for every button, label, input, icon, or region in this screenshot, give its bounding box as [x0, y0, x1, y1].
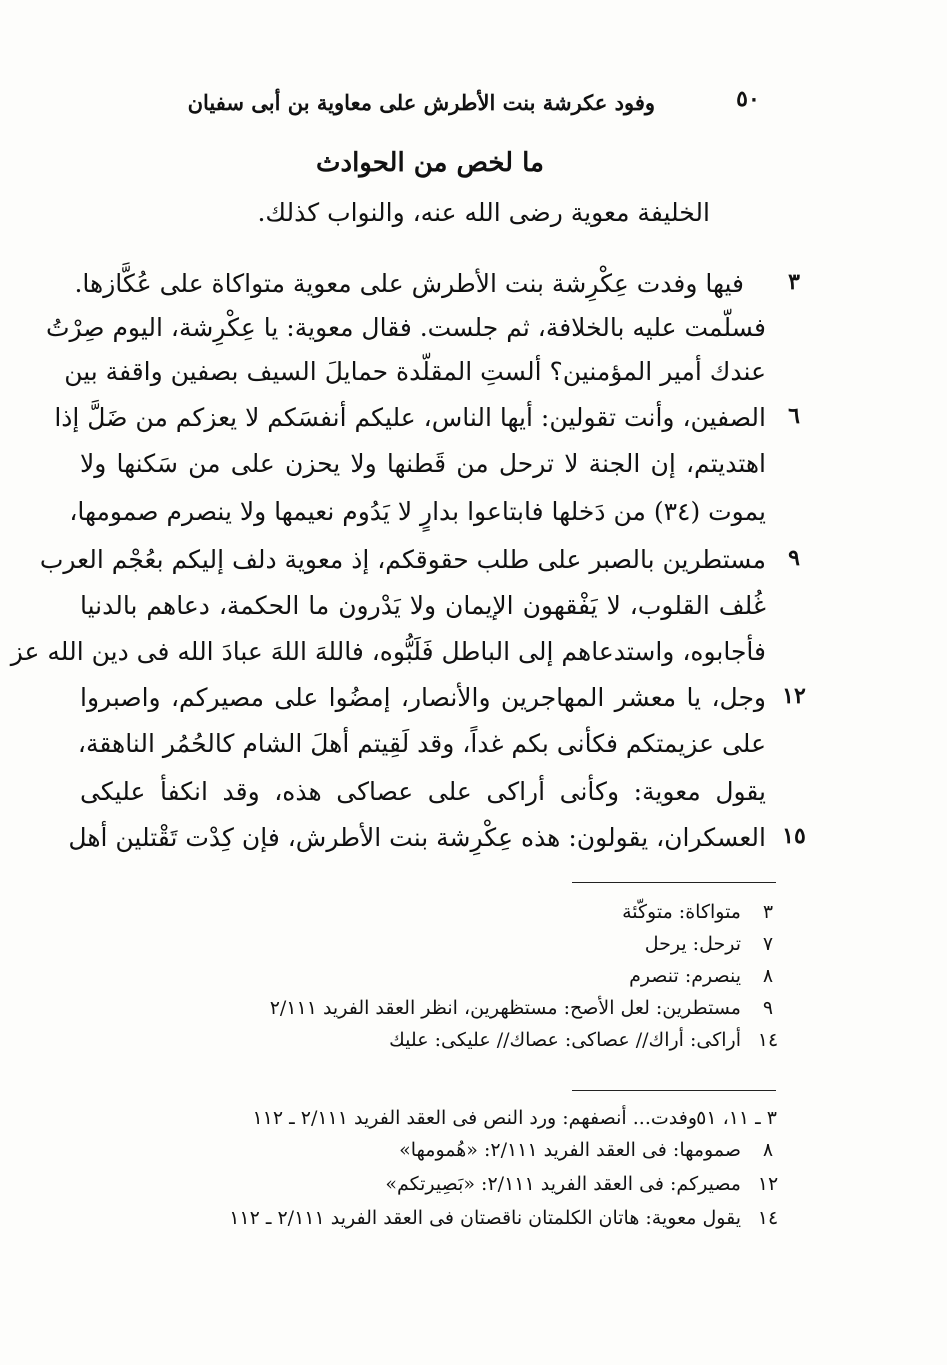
footnote-text: متواكاة: متوكّئة [622, 901, 741, 923]
footnote-text: أراكى: أراك// عصاكى: عصاك// عليكى: عليك [389, 1029, 741, 1051]
footnote-text: ينصرم: تنصرم [629, 965, 741, 987]
footnote-number: ٩ [762, 997, 774, 1019]
line-number: ٦ [788, 403, 800, 429]
footnote-text: وفدت... أنصفهم: ورد النص فى العقد الفريد ٢/١١١ ـ ١١٢ [252, 1107, 697, 1129]
line-number: ٣ [788, 269, 800, 295]
footnote-number: ١٤ [757, 1207, 779, 1229]
footnote-number: ٨ [762, 965, 774, 987]
page-number: ٥٠ [736, 86, 760, 112]
footnote-number: ١٢ [757, 1173, 779, 1195]
section-heading: ما لخص من الحوادث [316, 148, 544, 178]
body-line: مستطرين بالصبر على طلب حقوقكم، إذ معوية دلف إليكم بعُجْم العرب [39, 545, 766, 574]
body-line: فأجابوه، واستدعاهم إلى الباطل فَلَبُّوه، فاللهَ اللهَ عبادَ الله فى دين الله عز [10, 637, 766, 666]
body-line: يقول معوية: وكأنى أراكى على عصاكى هذه، وقد انكفأ عليكى [80, 777, 766, 806]
body-line: الصفين، وأنت تقولين: أيها الناس، عليكم أنفسَكم لا يعزكم من ضَلَّ إذا [54, 403, 766, 432]
line-number: ١٥ [782, 823, 806, 849]
footnote-text: يقول معوية: هاتان الكلمتان ناقصتان فى العقد الفريد ٢/١١١ ـ ١١٢ [229, 1207, 741, 1229]
footnote-text: صمومها: فى العقد الفريد ٢/١١١: «هُمومها» [399, 1139, 741, 1161]
footnote-divider [572, 1090, 776, 1091]
section-subtitle: الخليفة معوية رضى الله عنه، والنواب كذلك. [257, 198, 710, 227]
body-line: فسلّمت عليه بالخلافة، ثم جلست. فقال معوية: يا عِكْرِشة، اليوم صِرْتُ [45, 313, 766, 342]
footnote-number: ٧ [762, 933, 774, 955]
body-line: غُلف القلوب، لا يَفْقهون الإيمان ولا يَدْرون ما الحكمة، دعاهم بالدنيا [80, 591, 766, 620]
footnote-number: ٨ [762, 1139, 774, 1161]
body-line: العسكران، يقولون: هذه عِكْرِشة بنت الأطرش، فإن كِدْت تَقْتلين أهل [68, 823, 766, 852]
line-number: ٩ [788, 545, 800, 571]
body-line: اهتديتم، إن الجنة لا ترحل من قَطنها ولا يحزن على من سَكنها ولا [80, 449, 766, 478]
footnote-number: ٣ ـ ١١، ٥١ [696, 1107, 777, 1129]
running-title: وفود عكرشة بنت الأطرش على معاوية بن أبى سفيان [187, 90, 655, 115]
body-line: عندك أمير المؤمنين؟ ألستِ المقلّدة حمايلَ السيف بصفين واقفة بين [64, 357, 766, 386]
body-line: وجل، يا معشر المهاجرين والأنصار، إمضُوا على مصيركم، واصبروا [80, 683, 766, 712]
footnote-number: ٣ [762, 901, 774, 923]
body-line: فيها وفدت عِكْرِشة بنت الأطرش على معوية متواكاة على عُكَّازها. [74, 269, 744, 298]
line-number: ١٢ [782, 683, 806, 709]
body-line: يموت (٣٤) من دَخلها فابتاعوا بدارٍ لا يَدُوم نعيمها ولا ينصرم صمومها، [69, 497, 766, 526]
footnote-text: مصيركم: فى العقد الفريد ٢/١١١: «بَصِيرتكم» [385, 1173, 741, 1195]
footnote-text: مستطرين: لعل الأصح: مستظهرين، انظر العقد الفريد ٢/١١١ [269, 997, 741, 1019]
footnote-divider [572, 882, 776, 883]
body-line: على عزيمتكم فكأنى بكم غداً، وقد لَقِيتم أهلَ الشام كالحُمُر الناهقة، [77, 729, 766, 758]
footnote-number: ١٤ [757, 1029, 779, 1051]
footnote-text: ترحل: يرحل [644, 933, 741, 955]
